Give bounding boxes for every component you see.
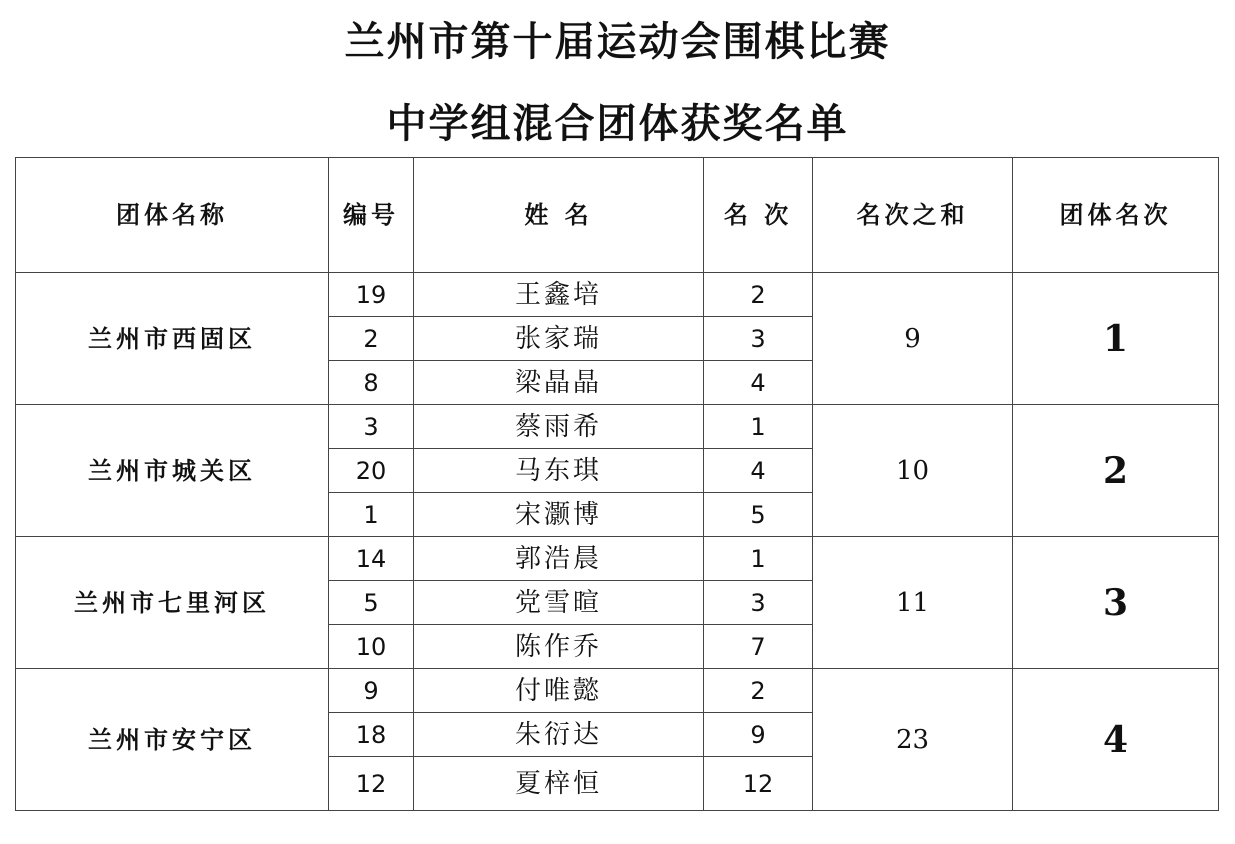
player-number-cell: 18 [329, 713, 414, 757]
player-name-cell: 梁晶晶 [414, 361, 704, 405]
header-team: 团体名称 [16, 158, 329, 273]
player-name-cell: 张家瑞 [414, 317, 704, 361]
player-number-cell: 9 [329, 669, 414, 713]
table-row [16, 273, 1219, 317]
header-rank: 名 次 [704, 158, 813, 273]
player-rank-cell: 2 [704, 669, 813, 713]
player-number-cell: 8 [329, 361, 414, 405]
header-name: 姓 名 [414, 158, 704, 273]
player-name-cell: 陈作乔 [414, 625, 704, 669]
player-rank-cell: 9 [704, 713, 813, 757]
page-subtitle: 中学组混合团体获奖名单 [386, 100, 849, 147]
player-number-cell: 3 [329, 405, 414, 449]
rank-sum-cell: 11 [813, 537, 1013, 669]
player-number-cell: 5 [329, 581, 414, 625]
player-name-cell: 朱衍达 [414, 713, 704, 757]
player-number-cell: 12 [329, 757, 414, 811]
player-rank-cell: 3 [704, 317, 813, 361]
player-name-cell: 党雪暄 [414, 581, 704, 625]
team-rank-cell: 1 [1013, 273, 1219, 405]
award-table [15, 157, 1219, 811]
player-rank-cell: 5 [704, 493, 813, 537]
team-rank-cell: 2 [1013, 405, 1219, 537]
player-number-cell: 10 [329, 625, 414, 669]
player-rank-cell: 3 [704, 581, 813, 625]
player-name-cell: 宋灏博 [414, 493, 704, 537]
player-rank-cell: 2 [704, 273, 813, 317]
player-name-cell: 马东琪 [414, 449, 704, 493]
team-name-cell: 兰州市七里河区 [16, 537, 329, 669]
page-title: 兰州市第十届运动会围棋比赛 [344, 18, 891, 65]
player-number-cell: 14 [329, 537, 414, 581]
player-number-cell: 20 [329, 449, 414, 493]
player-number-cell: 1 [329, 493, 414, 537]
player-rank-cell: 4 [704, 361, 813, 405]
player-rank-cell: 1 [704, 537, 813, 581]
header-team-rank: 团体名次 [1013, 158, 1219, 273]
table-row [16, 537, 1219, 581]
player-rank-cell: 12 [704, 757, 813, 811]
player-rank-cell: 4 [704, 449, 813, 493]
player-number-cell: 2 [329, 317, 414, 361]
player-name-cell: 付唯懿 [414, 669, 704, 713]
rank-sum-cell: 9 [813, 273, 1013, 405]
team-name-cell: 兰州市安宁区 [16, 669, 329, 811]
team-name-cell: 兰州市城关区 [16, 405, 329, 537]
rank-sum-cell: 10 [813, 405, 1013, 537]
team-rank-cell: 4 [1013, 669, 1219, 811]
player-rank-cell: 7 [704, 625, 813, 669]
table-row [16, 669, 1219, 713]
player-name-cell: 王鑫培 [414, 273, 704, 317]
player-number-cell: 19 [329, 273, 414, 317]
team-rank-cell: 3 [1013, 537, 1219, 669]
player-name-cell: 夏梓恒 [414, 757, 704, 811]
player-name-cell: 蔡雨希 [414, 405, 704, 449]
team-name-cell: 兰州市西固区 [16, 273, 329, 405]
table-row [16, 405, 1219, 449]
rank-sum-cell: 23 [813, 669, 1013, 811]
header-number: 编号 [329, 158, 414, 273]
table-header-row [16, 158, 1219, 273]
player-name-cell: 郭浩晨 [414, 537, 704, 581]
player-rank-cell: 1 [704, 405, 813, 449]
header-rank-sum: 名次之和 [813, 158, 1013, 273]
